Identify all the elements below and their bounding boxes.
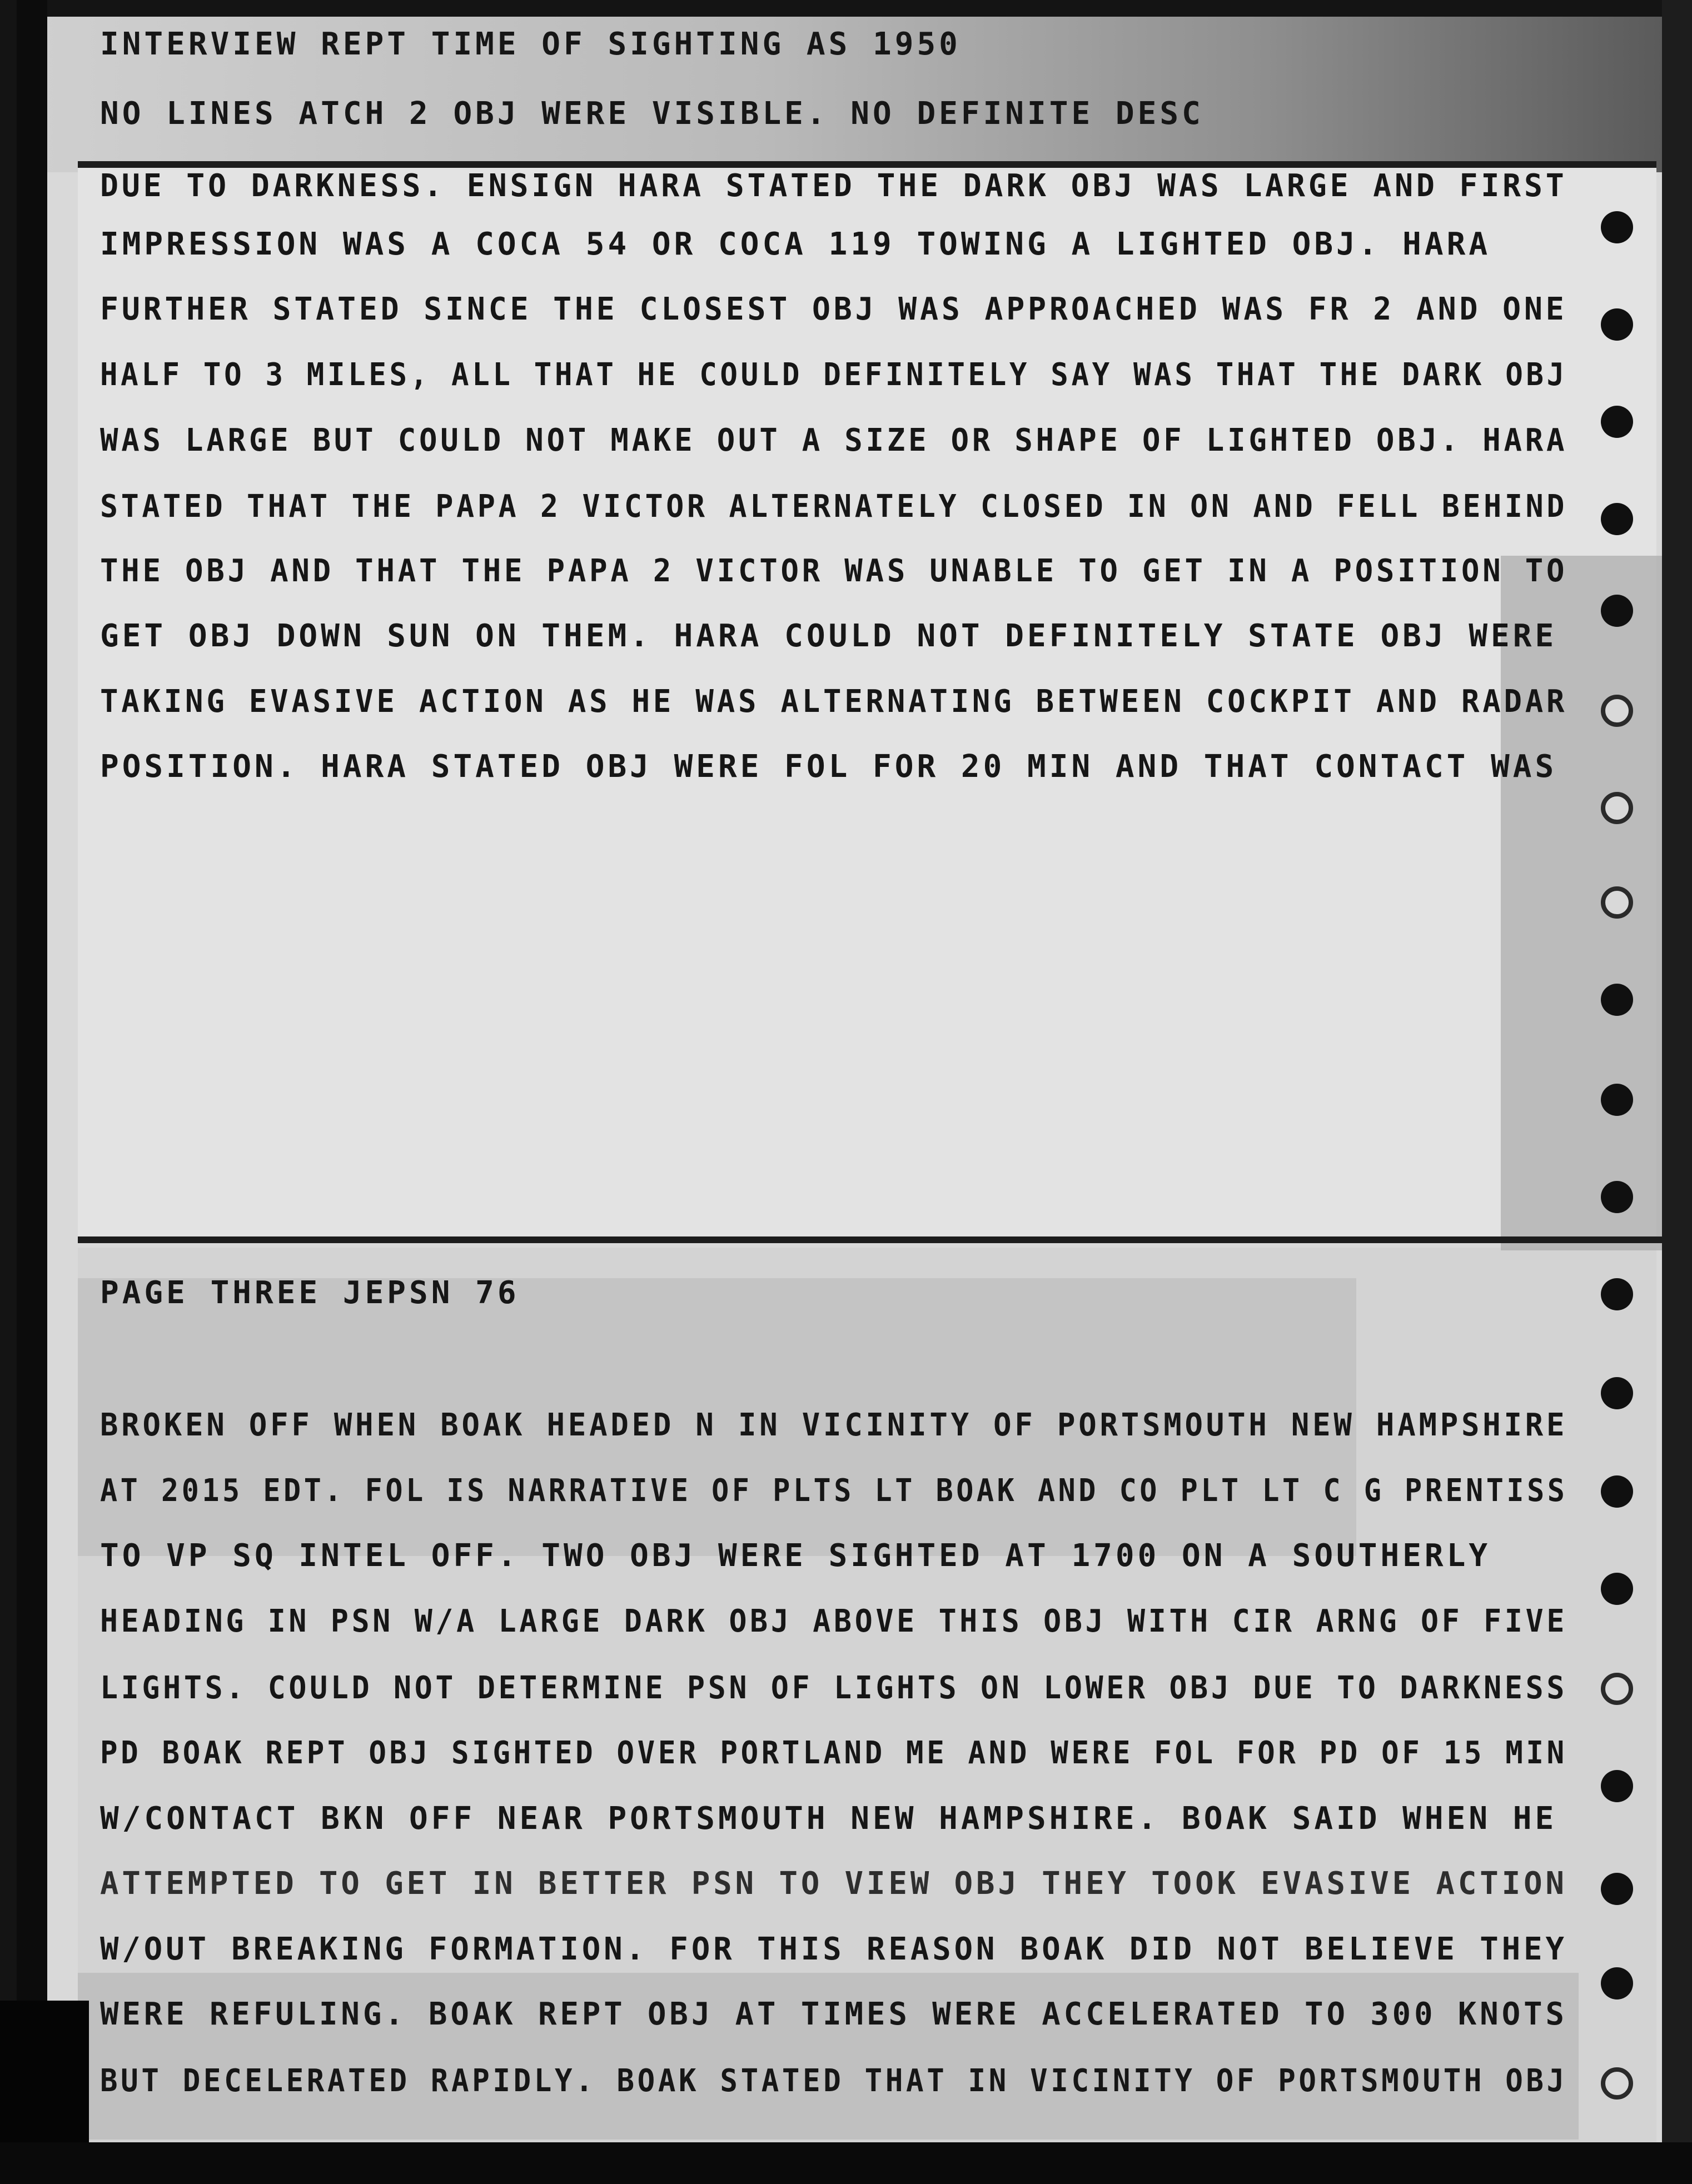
tractor-feed-hole xyxy=(1601,503,1633,535)
body-line: PD BOAK REPT OBJ SIGHTED OVER PORTLAND ME AND WERE FOL FOR PD OF 15 MIN xyxy=(100,1735,1567,1771)
shadow-patch xyxy=(1501,556,1662,1250)
body-line: W/CONTACT BKN OFF NEAR PORTSMOUTH NEW HAMPSHIRE. BOAK SAID WHEN HE xyxy=(100,1801,1557,1837)
body-line: LIGHTS. COULD NOT DETERMINE PSN OF LIGHTS ON LOWER OBJ DUE TO DARKNESS xyxy=(100,1670,1568,1706)
tractor-feed-hole xyxy=(1601,1673,1633,1705)
body-line: TAKING EVASIVE ACTION AS HE WAS ALTERNATING BETWEEN COCKPIT AND RADAR xyxy=(100,684,1568,720)
body-line: DUE TO DARKNESS. ENSIGN HARA STATED THE DARK OBJ WAS LARGE AND FIRST xyxy=(100,168,1567,204)
tractor-feed-hole xyxy=(1601,308,1633,341)
tractor-feed-hole xyxy=(1601,1475,1633,1508)
tractor-feed-hole xyxy=(1601,1573,1633,1605)
body-line: POSITION. HARA STATED OBJ WERE FOL FOR 20 MIN AND THAT CONTACT WAS xyxy=(100,749,1557,785)
tractor-feed-hole xyxy=(1601,886,1633,919)
body-line: WERE REFULING. BOAK REPT OBJ AT TIMES WERE ACCELERATED TO 300 KNOTS xyxy=(100,1996,1567,2032)
body-line: FURTHER STATED SINCE THE CLOSEST OBJ WAS APPROACHED WAS FR 2 AND ONE xyxy=(100,291,1567,327)
body-line: BROKEN OFF WHEN BOAK HEADED N IN VICINITY OF PORTSMOUTH NEW HAMPSHIRE xyxy=(100,1407,1568,1443)
body-line: HEADING IN PSN W/A LARGE DARK OBJ ABOVE THIS OBJ WITH CIR ARNG OF FIVE xyxy=(100,1603,1568,1639)
tractor-feed-hole xyxy=(1601,984,1633,1016)
tractor-feed-hole xyxy=(1601,2067,1633,2100)
page-divider xyxy=(78,1236,1673,1243)
tractor-feed-hole xyxy=(1601,695,1633,727)
top-fragment-line: INTERVIEW REPT TIME OF SIGHTING AS 1950 xyxy=(100,26,961,62)
tractor-feed-hole xyxy=(1601,1377,1633,1409)
right-margin-edge xyxy=(1662,0,1692,2184)
tractor-feed-hole xyxy=(1601,1873,1633,1905)
bottom-edge xyxy=(0,2142,1692,2184)
tractor-feed-hole xyxy=(1601,1181,1633,1213)
left-margin-edge xyxy=(17,0,47,2184)
tractor-feed-hole xyxy=(1601,1770,1633,1802)
body-line: IMPRESSION WAS A COCA 54 OR COCA 119 TOWING A LIGHTED OBJ. HARA xyxy=(100,226,1491,262)
tractor-feed-hole xyxy=(1601,1967,1633,1999)
body-line: HALF TO 3 MILES, ALL THAT HE COULD DEFINITELY SAY WAS THAT THE DARK OBJ xyxy=(100,357,1567,393)
body-line: BUT DECELERATED RAPIDLY. BOAK STATED THAT IN VICINITY OF PORTSMOUTH OBJ xyxy=(100,2063,1567,2099)
tractor-feed-hole xyxy=(1601,406,1633,438)
top-fragment-line: NO LINES ATCH 2 OBJ WERE VISIBLE. NO DEFINITE DESC xyxy=(100,96,1204,132)
body-line: WAS LARGE BUT COULD NOT MAKE OUT A SIZE OR SHAPE OF LIGHTED OBJ. HARA xyxy=(100,422,1568,458)
body-line: GET OBJ DOWN SUN ON THEM. HARA COULD NOT DEFINITELY STATE OBJ WERE xyxy=(100,618,1557,654)
body-line: TO VP SQ INTEL OFF. TWO OBJ WERE SIGHTED AT 1700 ON A SOUTHERLY xyxy=(100,1538,1491,1574)
body-line: STATED THAT THE PAPA 2 VICTOR ALTERNATELY CLOSED IN ON AND FELL BEHIND xyxy=(100,488,1568,525)
tractor-feed-hole xyxy=(1601,1084,1633,1116)
body-line: ATTEMPTED TO GET IN BETTER PSN TO VIEW OBJ THEY TOOK EVASIVE ACTION xyxy=(100,1866,1567,1902)
body-line: THE OBJ AND THAT THE PAPA 2 VICTOR WAS UNABLE TO GET IN A POSITION TO xyxy=(100,553,1568,589)
tractor-feed-hole xyxy=(1601,1278,1633,1310)
body-line: AT 2015 EDT. FOL IS NARRATIVE OF PLTS LT BOAK AND CO PLT LT C G PRENTISS xyxy=(100,1473,1568,1509)
tractor-feed-hole xyxy=(1601,792,1633,824)
body-line: W/OUT BREAKING FORMATION. FOR THIS REASON BOAK DID NOT BELIEVE THEY xyxy=(100,1931,1567,1967)
tractor-feed-hole xyxy=(1601,595,1633,627)
tractor-feed-hole xyxy=(1601,211,1633,243)
page-header: PAGE THREE JEPSN 76 xyxy=(100,1275,520,1311)
